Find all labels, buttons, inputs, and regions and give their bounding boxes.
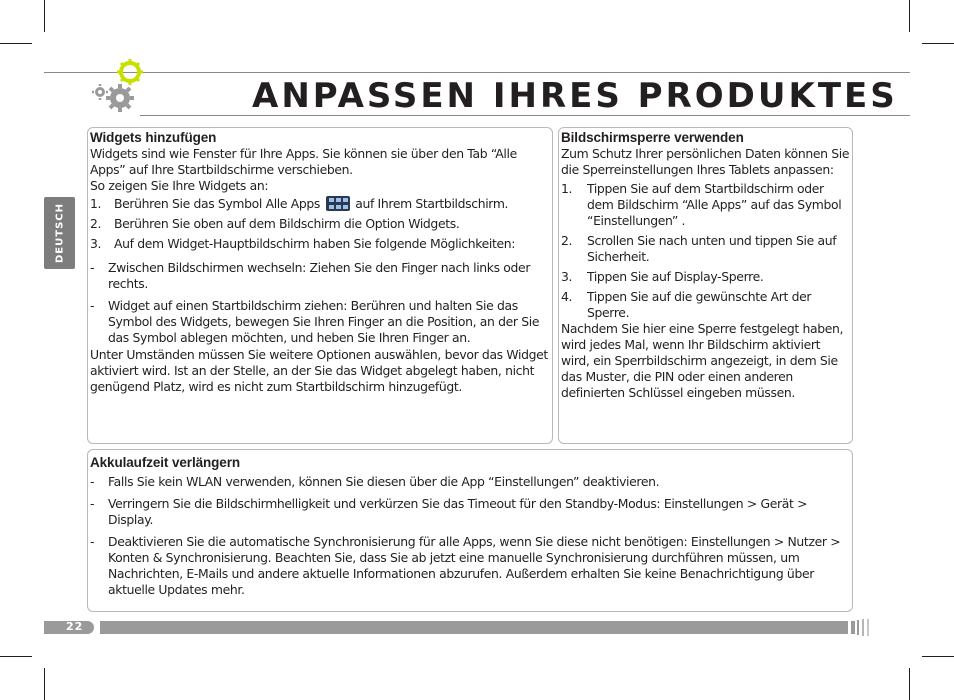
bullet-text: Verringern Sie die Bildschirmhelligkeit und verkürzen Sie das Timeout für den Standby-Modus: Einstellungen > Gerät > Display. [108, 496, 808, 527]
step-text: Berühren Sie oben auf dem Bildschirm die Option Widgets. [114, 216, 460, 231]
crop-mark [0, 43, 32, 44]
step-text: Tippen Sie auf die gewünschte Art der Sperre. [587, 289, 812, 320]
gears-icon [86, 56, 146, 118]
bullet-text: Falls Sie kein WLAN verwenden, können Sie diesen über die App “Einstellungen” deaktivieren. [108, 474, 660, 489]
crop-mark [44, 668, 45, 700]
battery-section [87, 449, 853, 612]
crop-mark [44, 0, 45, 32]
crop-mark [909, 0, 910, 32]
list-item [561, 233, 850, 265]
lock-section [558, 127, 853, 444]
step-text: Scrollen Sie nach unten und tippen Sie auf Sicherheit. [587, 233, 837, 264]
lock-note: Nachdem Sie hier eine Sperre festgelegt haben, wird jedes Mal, wenn Ihr Bildschirm aktiviert wird, ein Sperrbildschirm angezeigt, in dem Sie das Muster, die PIN oder einen anderen definierten Schlüssel eingeben müssen. [561, 321, 844, 400]
list-item [561, 289, 850, 321]
list-number: 4. [561, 289, 573, 304]
list-item [90, 496, 850, 528]
widgets-heading: Widgets hinzufügen [90, 130, 217, 145]
crop-mark [922, 43, 954, 44]
step-text: Tippen Sie auf dem Startbildschirm oder dem Bildschirm “Alle Apps” auf das Symbol “Einstellungen” . [587, 181, 842, 228]
bullet-text: Deaktivieren Sie die automatische Synchronisierung für alle Apps, wenn Sie diese nicht benötigen: Einstellungen > Nutzer > Konten & Synchronisierung. Beachten Sie, dass Sie ab jetzt eine manuelle Synchronisierung durchführen müssen, um Nachrichten, E-Mails und andere aktuelle Informationen abzurufen. Außerdem erhalten Sie keine Benachrichtigung über aktuelle Updates mehr. [108, 534, 841, 597]
bullet-text: Widget auf einen Startbildschirm ziehen: Berühren und halten Sie das Symbol des Widgets, bewegen Sie Ihren Finger an die Position, an der Sie das Symbol ablegen möchten, und heben Sie Ihren Finger an. [108, 298, 540, 345]
bullet-text: Zwischen Bildschirmen wechseln: Ziehen Sie den Finger nach links oder rechts. [108, 260, 531, 291]
language-tab-label: DEUTSCH [54, 203, 65, 263]
list-item [90, 474, 850, 490]
page-title: ANPASSEN IHRES PRODUKTES [252, 76, 898, 116]
page-number: 22 [66, 620, 84, 633]
all-apps-icon [326, 196, 350, 211]
list-item [561, 181, 850, 229]
language-tab [44, 197, 75, 269]
widgets-note: Unter Umständen müssen Sie weitere Optionen auswählen, bevor das Widget aktiviert wird. Ist an der Stelle, an der Sie das Widget abgelegt haben, nicht genügend Platz, wird es nicht zum Startbildschirm hinzugefügt. [90, 347, 548, 394]
list-number: 2. [561, 233, 573, 248]
widgets-intro: Widgets sind wie Fenster für Ihre Apps. Sie können sie über den Tab “Alle Apps” auf Ihre Startbildschirme verschieben. [90, 146, 517, 177]
battery-heading: Akkulaufzeit verlängern [90, 455, 240, 470]
step-text: Tippen Sie auf Display-Sperre. [587, 269, 764, 284]
page-number-badge [44, 621, 94, 634]
list-number: 3. [561, 269, 573, 284]
list-item [90, 216, 550, 232]
bullet-mark: - [90, 534, 95, 549]
list-item [90, 534, 850, 598]
bullet-mark: - [90, 298, 95, 313]
step-text: Auf dem Widget-Hauptbildschirm haben Sie folgende Möglichkeiten: [114, 236, 516, 251]
list-number: 1. [90, 196, 102, 211]
list-number: 3. [90, 236, 102, 251]
bullet-mark: - [90, 260, 95, 275]
crop-mark [0, 656, 32, 657]
step-text: auf Ihrem Startbildschirm. [355, 196, 509, 211]
widgets-how-to: So zeigen Sie Ihre Widgets an: [90, 178, 269, 193]
lock-heading: Bildschirmsperre verwenden [561, 130, 744, 145]
list-number: 1. [561, 181, 573, 196]
list-item [90, 236, 550, 252]
list-item [90, 298, 550, 346]
list-item [90, 260, 550, 292]
step-text: Berühren Sie das Symbol Alle Apps [114, 196, 321, 211]
crop-mark [922, 656, 954, 657]
list-number: 2. [90, 216, 102, 231]
list-item [90, 196, 550, 212]
bullet-mark: - [90, 496, 95, 511]
lock-intro: Zum Schutz Ihrer persönlichen Daten können Sie die Sperreinstellungen Ihres Tablets anpassen: [561, 146, 850, 177]
footer-bars-icon [851, 619, 871, 636]
footer-bar [100, 621, 848, 634]
header-rule-top [44, 72, 910, 73]
list-item [561, 269, 850, 285]
crop-mark [909, 668, 910, 700]
widgets-section [87, 127, 553, 444]
bullet-mark: - [90, 474, 95, 489]
